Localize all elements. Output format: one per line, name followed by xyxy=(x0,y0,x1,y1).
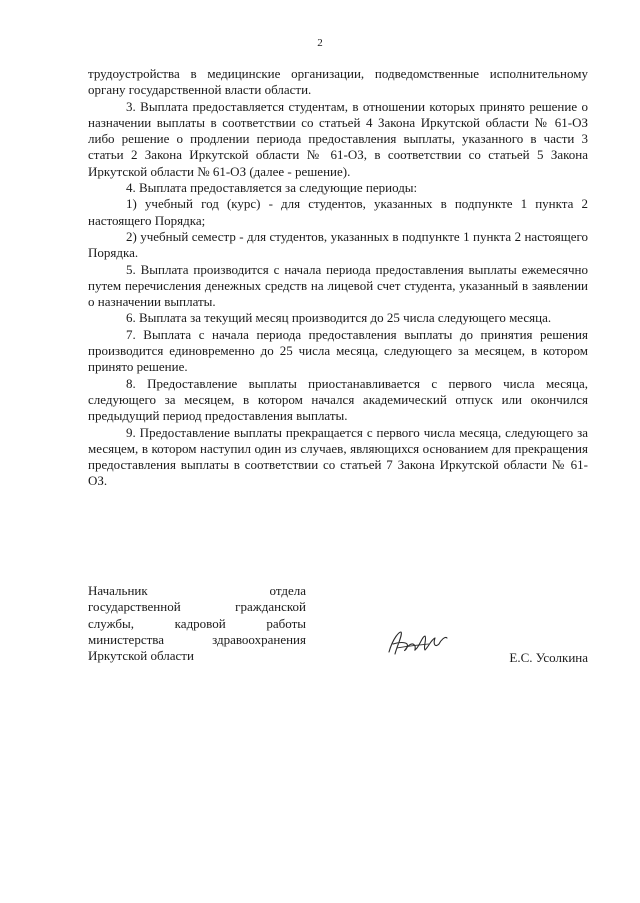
page-number: 2 xyxy=(317,37,323,49)
signatory-title-line: государственной гражданской xyxy=(88,599,306,615)
signatory-title xyxy=(88,583,306,664)
signatory-name: Е.С. Усолкина xyxy=(509,650,588,665)
paragraph: 5. Выплата производится с начала периода предоставления выплаты ежемесячно путем перечисления денежных средств на лицевой счет студента, указанный в заявлении о назначении выплаты. xyxy=(88,261,588,310)
signature-block xyxy=(88,583,588,673)
paragraph: 4. Выплата предоставляется за следующие периоды: xyxy=(126,180,418,196)
paragraph: 9. Предоставление выплаты прекращается с первого числа месяца, следующего за месяцем, в котором наступил один из случаев, являющихся основанием для прекращения предоставления выплаты в соответствии со статьей 7 Закона Иркутской области № 61-ОЗ. xyxy=(88,424,588,489)
paragraph: 3. Выплата предоставляется студентам, в отношении которых принято решение о назначении выплаты в соответствии со статьей 4 Закона Иркутской области № 61-ОЗ либо решение о продлении периода предоставления выплаты, указанного в части 3 статьи 2 Закона Иркутской области № 61-ОЗ, в соответствии со статьей 5 Закона Иркутской области № 61-ОЗ (далее - решение). xyxy=(88,98,588,179)
paragraph: 2) учебный семестр - для студентов, указанных в подпункте 1 пункта 2 настоящего Порядка. xyxy=(88,228,588,261)
signatory-title-line: Начальник отдела xyxy=(88,583,306,598)
paragraph: 7. Выплата с начала периода предоставления выплаты до принятия решения производится единовременно до 25 числа месяца, следующего за месяцем, в котором принято решение. xyxy=(88,326,588,375)
signatory-title-line: службы, кадровой работы xyxy=(88,615,306,631)
paragraph: 6. Выплата за текущий месяц производится до 25 числа следующего месяца. xyxy=(126,310,552,326)
paragraph: 8. Предоставление выплаты приостанавливается с первого числа месяца, следующего за месяцем, в котором начался академический отпуск или окончился предыдущий период предоставления выплаты. xyxy=(88,375,588,424)
document-body xyxy=(88,66,588,490)
paragraph: трудоустройства в медицинские организации, подведомственные исполнительному органу государственной власти области. xyxy=(88,66,588,98)
signatory-title-line: Иркутской области xyxy=(88,648,194,664)
signatory-title-line: министерства здравоохранения xyxy=(88,631,306,647)
handwritten-signature xyxy=(383,628,453,658)
paragraph: 1) учебный год (курс) - для студентов, указанных в подпункте 1 пункта 2 настоящего Порядка; xyxy=(88,196,588,228)
